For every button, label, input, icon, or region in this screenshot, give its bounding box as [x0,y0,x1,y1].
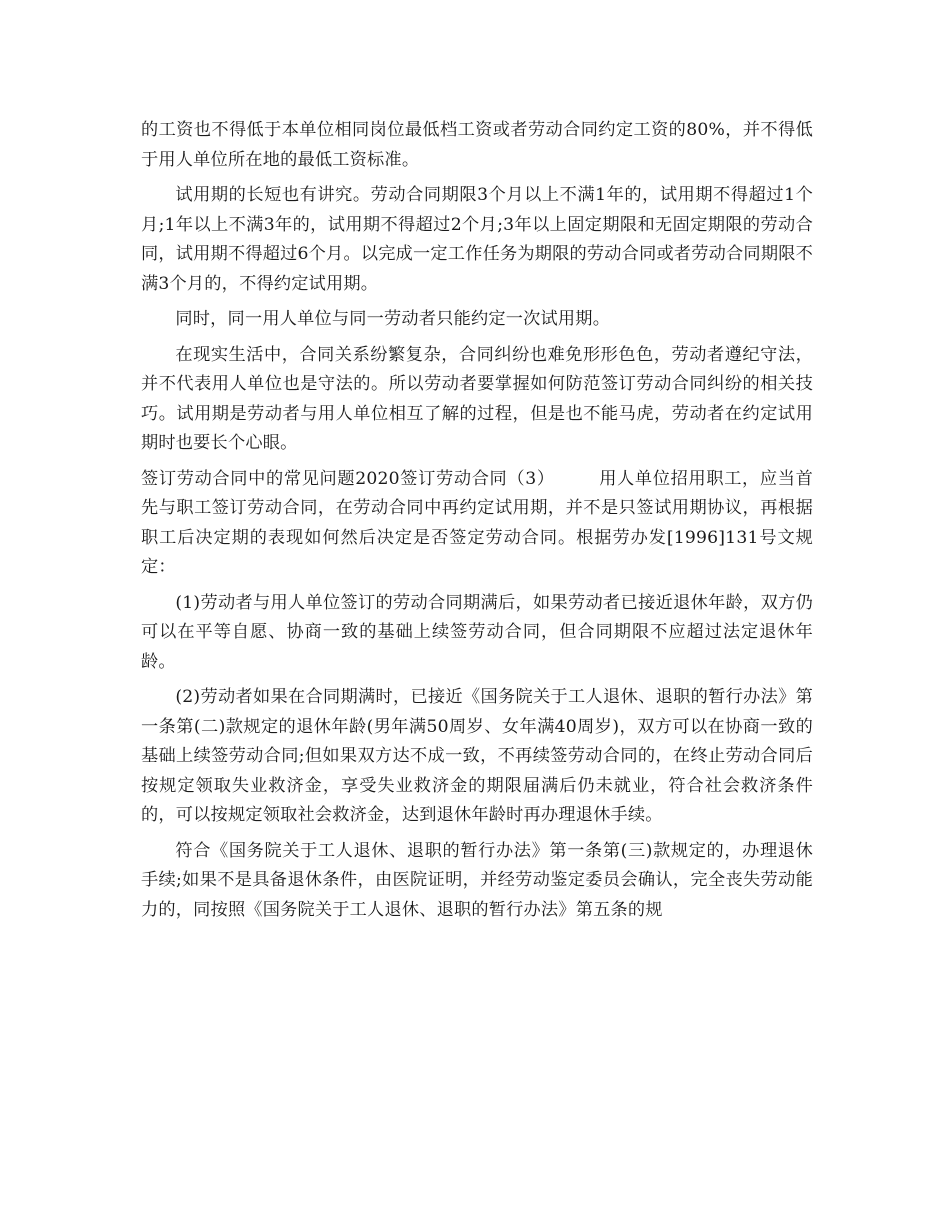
paragraph-section-3 [141,465,813,583]
section-heading: 签订劳动合同中的常见问题2020签订劳动合同（3） [141,468,555,489]
paragraph-wage-continuation: 的工资也不得低于本单位相同岗位最低档工资或者劳动合同约定工资的80%，并不得低于用人单位所在地的最低工资标准。 [141,120,813,170]
list-item-1: (1)劳动者与用人单位签订的劳动合同期满后，如果劳动者已接近退休年龄，双方仍可以在平等自愿、协商一致的基础上续签劳动合同，但合同期限不应超过法定退休年龄。 [141,592,813,672]
paragraph-retirement-procedures: 符合《国务院关于工人退休、退职的暂行办法》第一条第(三)款规定的，办理退休手续;如果不是具备退休条件，由医院证明，并经劳动鉴定委员会确认，完全丧失劳动能力的，同按照《国务院关于工人退休、退职的暂行办法》第五条的规 [141,840,813,920]
document-page [141,116,813,931]
paragraph-real-life-advice: 在现实生活中，合同关系纷繁复杂，合同纠纷也难免形形色色，劳动者遵纪守法，并不代表用人单位也是守法的。所以劳动者要掌握如何防范签订劳动合同纠纷的相关技巧。试用期是劳动者与用人单位相互了解的过程，但是也不能马虎，劳动者在约定试用期时也要长个心眼。 [141,344,813,453]
list-item-2: (2)劳动者如果在合同期满时，已接近《国务院关于工人退休、退职的暂行办法》第一条第(二)款规定的退休年龄(男年满50周岁、女年满40周岁)，双方可以在协商一致的基础上续签劳动合同;但如果双方达不成一致，不再续签劳动合同的，在终止劳动合同后按规定领取失业救济金，享受失业救济金的期限届满后仍未就业，符合社会救济条件的，可以按规定领取社会救济金，达到退休年龄时再办理退休手续。 [141,687,813,825]
paragraph-single-probation: 同时，同一用人单位与同一劳动者只能约定一次试用期。 [175,309,611,329]
section-body: 用人单位招用职工，应当首先与职工签订劳动合同，在劳动合同中再约定试用期，并不是只签试用期协议，再根据职工后决定期的表现如何然后决定是否签定劳动合同。根据劳办发[1996]131号文规定： [141,468,813,577]
paragraph-probation-length: 试用期的长短也有讲究。劳动合同期限3个月以上不满1年的，试用期不得超过1个月;1年以上不满3年的，试用期不得超过2个月;3年以上固定期限和无固定期限的劳动合同，试用期不得超过6个月。以完成一定工作任务为期限的劳动合同或者劳动合同期限不满3个月的，不得约定试用期。 [141,185,813,294]
